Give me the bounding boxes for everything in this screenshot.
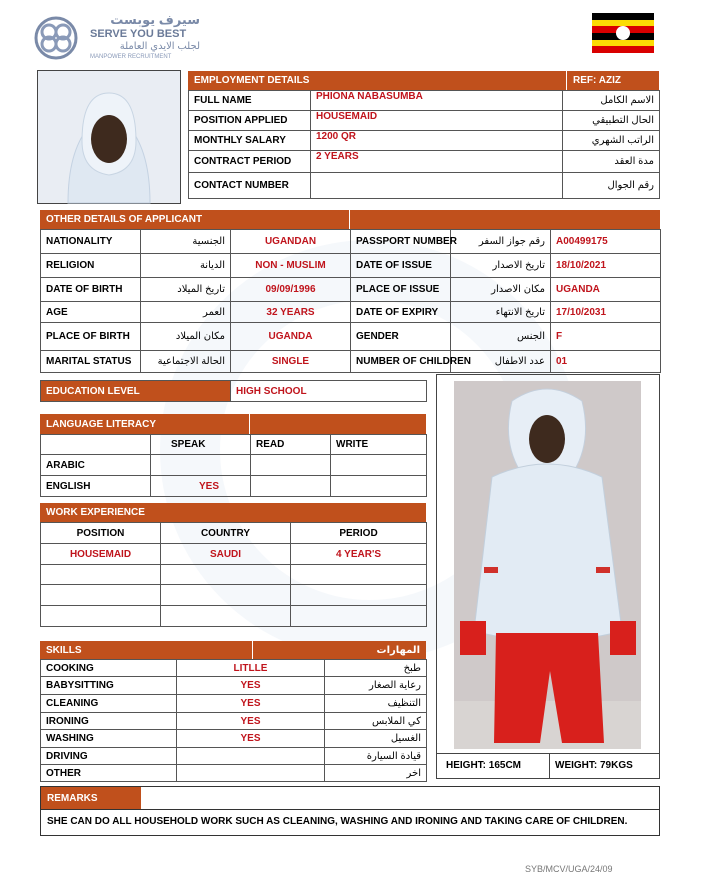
ironing-value: YES	[177, 713, 325, 730]
table-row	[189, 91, 660, 111]
full-name-label: FULL NAME	[189, 91, 311, 111]
contact-number-value	[311, 173, 563, 199]
footer-code: SYB/MCV/UGA/24/09	[525, 864, 613, 874]
full-name-value: PHIONA NABASUMBA	[311, 91, 563, 111]
english-read-value	[251, 476, 331, 497]
table-row	[41, 695, 427, 713]
babysitting-arabic: رعاية الصغار	[325, 677, 427, 695]
date-of-issue-arabic: تاريخ الاصدار	[451, 254, 551, 278]
date-of-expiry-value: 17/10/2031	[551, 302, 661, 323]
number-of-children-arabic: عدد الاطفال	[451, 351, 551, 373]
table-row	[41, 765, 427, 782]
contract-period-arabic: مدة العقد	[563, 151, 660, 173]
table-row	[41, 606, 427, 627]
position-applied-label: POSITION APPLIED	[189, 111, 311, 131]
babysitting-label: BABYSITTING	[41, 677, 177, 695]
education-level-label: EDUCATION LEVEL	[41, 381, 231, 402]
passport-number-arabic: رقم جواز السفر	[451, 230, 551, 254]
table-row	[41, 230, 661, 254]
cooking-label: COOKING	[41, 660, 177, 677]
table-row	[41, 523, 427, 544]
table-row	[41, 585, 427, 606]
remarks-box	[40, 786, 660, 836]
date-of-birth-arabic: تاريخ الميلاد	[141, 278, 231, 302]
work-country-value: SAUDI	[161, 544, 291, 565]
english-language-label: ENGLISH	[41, 476, 151, 497]
language-literacy-title: LANGUAGE LITERACY	[46, 418, 156, 430]
date-of-birth-value: 09/09/1996	[231, 278, 351, 302]
work-experience-table	[40, 522, 427, 627]
measurements-row	[437, 753, 659, 779]
marital-status-arabic: الحالة الاجتماعية	[141, 351, 231, 373]
date-of-birth-label: DATE OF BIRTH	[41, 278, 141, 302]
washing-label: WASHING	[41, 730, 177, 748]
nationality-arabic: الجنسية	[141, 230, 231, 254]
table-row	[41, 713, 427, 730]
washing-value: YES	[177, 730, 325, 748]
table-row	[41, 565, 427, 585]
contact-number-label: CONTACT NUMBER	[189, 173, 311, 199]
arabic-read-value	[251, 455, 331, 476]
table-row	[41, 302, 661, 323]
place-of-issue-arabic: مكان الاصدار	[451, 278, 551, 302]
place-of-birth-label: PLACE OF BIRTH	[41, 323, 141, 351]
gender-arabic: الجنس	[451, 323, 551, 351]
table-row	[41, 660, 427, 677]
table-row	[41, 544, 427, 565]
table-row	[41, 455, 427, 476]
contact-number-arabic: رقم الجوال	[563, 173, 660, 199]
employment-details-header	[188, 71, 659, 90]
religion-value: NON - MUSLIM	[231, 254, 351, 278]
education-level-table	[40, 380, 427, 402]
number-of-children-label: NUMBER OF CHILDREN	[351, 351, 451, 373]
religion-label: RELIGION	[41, 254, 141, 278]
logo-icon	[32, 14, 80, 62]
washing-arabic: الغسيل	[325, 730, 427, 748]
english-write-value	[331, 476, 427, 497]
table-row	[41, 351, 661, 373]
english-speak-value: YES	[151, 476, 251, 497]
other-skill-label: OTHER	[41, 765, 177, 782]
gender-value: F	[551, 323, 661, 351]
arabic-speak-value	[151, 455, 251, 476]
monthly-salary-label: MONTHLY SALARY	[189, 131, 311, 151]
table-row	[189, 151, 660, 173]
age-value: 32 YEARS	[231, 302, 351, 323]
number-of-children-value: 01	[551, 351, 661, 373]
ironing-label: IRONING	[41, 713, 177, 730]
work-period-value: 4 YEAR'S	[291, 544, 427, 565]
arabic-write-value	[331, 455, 427, 476]
contract-period-label: CONTRACT PERIOD	[189, 151, 311, 173]
height-value: HEIGHT: 165CM	[446, 760, 522, 771]
date-of-expiry-arabic: تاريخ الانتهاء	[451, 302, 551, 323]
work-experience-title: WORK EXPERIENCE	[46, 507, 145, 518]
remarks-text: SHE CAN DO ALL HOUSEHOLD WORK SUCH AS CLEANING, WASHING AND IRONING AND TAKING CARE OF CHILDREN.	[47, 816, 628, 827]
remarks-header	[41, 787, 141, 809]
table-row	[189, 111, 660, 131]
table-row	[41, 323, 661, 351]
position-applied-arabic: الحال التطبيقي	[563, 111, 660, 131]
remarks-title: REMARKS	[47, 792, 98, 804]
period-column-header: PERIOD	[291, 523, 427, 544]
table-row	[41, 748, 427, 765]
position-applied-value: HOUSEMAID	[311, 111, 563, 131]
place-of-issue-label: PLACE OF ISSUE	[351, 278, 451, 302]
logo-arabic-sub: لجلب الايدي العاملة	[119, 41, 200, 52]
monthly-salary-arabic: الراتب الشهري	[563, 131, 660, 151]
logo-english-name: SERVE YOU BEST	[90, 28, 187, 40]
full-body-photo	[454, 381, 641, 749]
work-experience-header	[40, 503, 426, 522]
employment-details-title: EMPLOYMENT DETAILS	[194, 75, 310, 86]
portrait-photo	[37, 70, 181, 204]
table-row	[41, 278, 661, 302]
read-column-header: READ	[251, 435, 331, 455]
gender-label: GENDER	[351, 323, 451, 351]
driving-label: DRIVING	[41, 748, 177, 765]
language-literacy-table	[40, 434, 427, 497]
driving-value	[177, 748, 325, 765]
logo-english-sub: MANPOWER RECRUITMENT	[90, 54, 172, 60]
country-column-header: COUNTRY	[161, 523, 291, 544]
nationality-label: NATIONALITY	[41, 230, 141, 254]
babysitting-value: YES	[177, 677, 325, 695]
table-row	[41, 435, 427, 455]
company-logo	[32, 12, 212, 64]
date-of-issue-value: 18/10/2021	[551, 254, 661, 278]
marital-status-value: SINGLE	[231, 351, 351, 373]
work-position-value: HOUSEMAID	[41, 544, 161, 565]
driving-arabic: قيادة السيارة	[325, 748, 427, 765]
write-column-header: WRITE	[331, 435, 427, 455]
date-of-expiry-label: DATE OF EXPIRY	[351, 302, 451, 323]
table-row	[41, 476, 427, 497]
cleaning-label: CLEANING	[41, 695, 177, 713]
education-level-value: HIGH SCHOOL	[231, 381, 427, 402]
uganda-flag-icon	[592, 13, 654, 53]
other-details-table	[40, 229, 661, 373]
age-label: AGE	[41, 302, 141, 323]
employment-details-table	[188, 90, 660, 199]
other-details-header	[40, 210, 660, 229]
passport-number-value: A00499175	[551, 230, 661, 254]
other-details-title: OTHER DETAILS OF APPLICANT	[46, 214, 203, 225]
cooking-arabic: طبخ	[325, 660, 427, 677]
marital-status-label: MARITAL STATUS	[41, 351, 141, 373]
table-row	[41, 254, 661, 278]
passport-number-label: PASSPORT NUMBER	[351, 230, 451, 254]
speak-column-header: SPEAK	[151, 435, 251, 455]
cleaning-value: YES	[177, 695, 325, 713]
skills-title-arabic: المهارات	[376, 644, 420, 656]
full-name-arabic: الاسم الكامل	[563, 91, 660, 111]
place-of-birth-arabic: مكان الميلاد	[141, 323, 231, 351]
language-literacy-header	[40, 414, 426, 434]
table-row	[189, 173, 660, 199]
place-of-issue-value: UGANDA	[551, 278, 661, 302]
table-row	[189, 131, 660, 151]
skills-header	[40, 641, 426, 659]
logo-arabic-name: سيرف يوبست	[110, 12, 200, 27]
table-row	[41, 730, 427, 748]
cleaning-arabic: التنظيف	[325, 695, 427, 713]
cooking-value: LITLLE	[177, 660, 325, 677]
nationality-value: UGANDAN	[231, 230, 351, 254]
other-skill-arabic: اخر	[325, 765, 427, 782]
place-of-birth-value: UGANDA	[231, 323, 351, 351]
date-of-issue-label: DATE OF ISSUE	[351, 254, 451, 278]
religion-arabic: الديانة	[141, 254, 231, 278]
ironing-arabic: كي الملابس	[325, 713, 427, 730]
contract-period-value: 2 YEARS	[311, 151, 563, 173]
age-arabic: العمر	[141, 302, 231, 323]
monthly-salary-value: 1200 QR	[311, 131, 563, 151]
full-body-photo-frame	[436, 374, 660, 779]
reference-code: REF: AZIZ	[566, 71, 621, 90]
table-row	[41, 677, 427, 695]
arabic-language-label: ARABIC	[41, 455, 151, 476]
skills-title: SKILLS	[46, 644, 82, 656]
other-skill-value	[177, 765, 325, 782]
weight-value: WEIGHT: 79KGS	[555, 760, 633, 771]
position-column-header: POSITION	[41, 523, 161, 544]
skills-table	[40, 659, 427, 782]
